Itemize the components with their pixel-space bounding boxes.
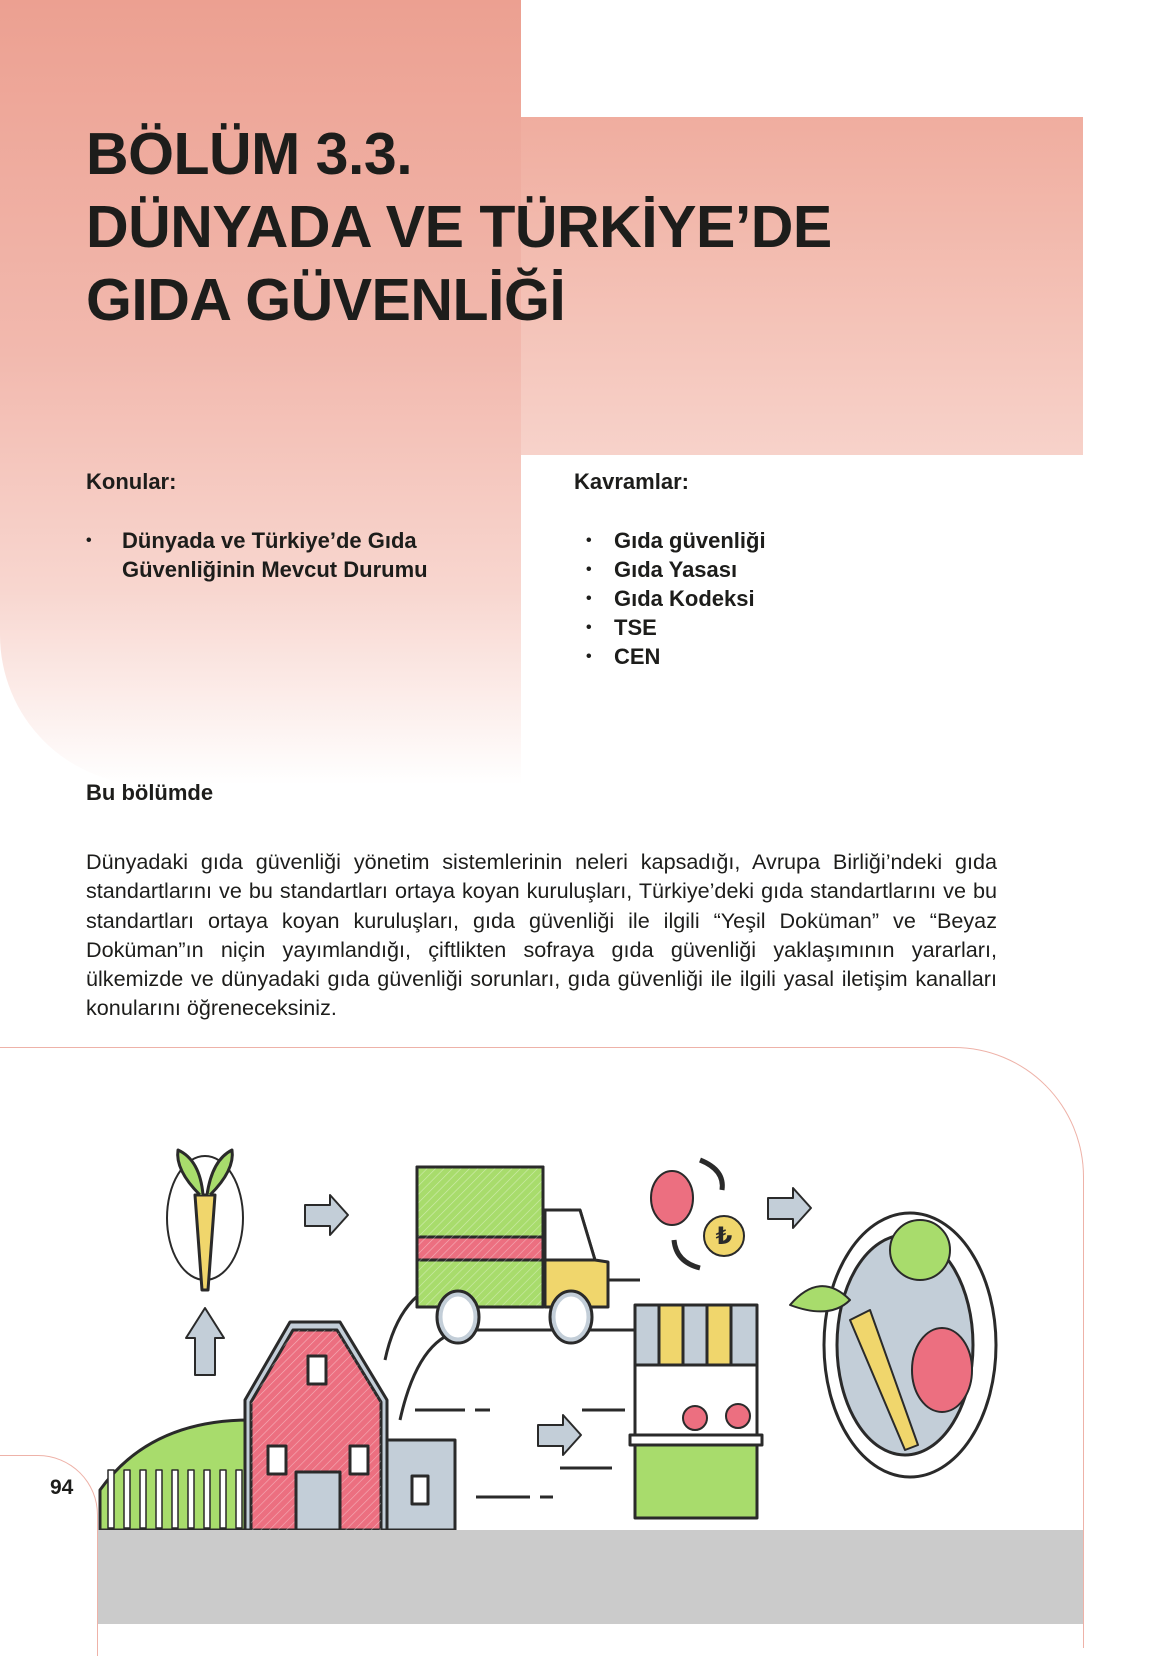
list-item: • Dünyada ve Türkiye’de Gıda Güvenliğinin Mevcut Durumu [86,526,486,584]
fence-icon [108,1470,242,1528]
chapter-title [86,118,832,337]
currency-symbol: ₺ [715,1222,733,1250]
market-stall-icon [630,1305,762,1518]
arrow-up-icon [186,1308,224,1375]
page-number: 94 [50,1476,74,1499]
truck-icon [417,1167,608,1343]
intro-paragraph: Dünyadaki gıda güvenliği yönetim sistemlerinin neleri kapsadığı, Avrupa Birliği’ndeki gıda standartlarını ve bu standartları ortaya koyan kuruluşları, Türkiye’deki gıda standartlarını ve bu standartları ortaya koyan kuruluşları, gıda güvenliği ile ilgili “Yeşil Doküman” ve “Beyaz Doküman”ın niçin yayımlandığı, çiftlikten sofraya gıda güvenliği yaklaşımının yararları, ülkemizde ve dünyadaki gıda güvenliği sorunları, gıda güvenliği ile ilgili yasal iletişim kanalları konularını öğreneceksiniz. [86,849,997,1021]
arrow-right-icon [538,1415,581,1455]
title-line: BÖLÜM 3.3. [86,121,413,187]
plate-icon [790,1213,996,1477]
ground-strip [97,1530,1083,1624]
arrow-right-icon [305,1195,348,1235]
list-item: • Gıda Yasası [586,555,766,584]
concepts-list [586,526,766,671]
list-item: • CEN [586,642,766,671]
topics-list [86,526,486,584]
list-item: • Gıda Kodeksi [586,584,766,613]
intro-heading: Bu bölümde [86,780,214,805]
concepts-heading: Kavramlar: [574,469,689,494]
topics-heading: Konular: [86,469,177,494]
arrow-right-icon [768,1188,811,1228]
title-line: DÜNYADA VE TÜRKİYE’DE [86,194,832,260]
apple-icon [651,1171,693,1225]
list-item: • Gıda güvenliği [586,526,766,555]
list-item: • TSE [586,613,766,642]
farm-to-table-illustration [0,1100,1151,1530]
page-number-box [0,1455,98,1656]
carrot-icon [167,1150,243,1290]
title-line: GIDA GÜVENLİĞİ [86,267,566,333]
barn-icon [245,1322,455,1530]
